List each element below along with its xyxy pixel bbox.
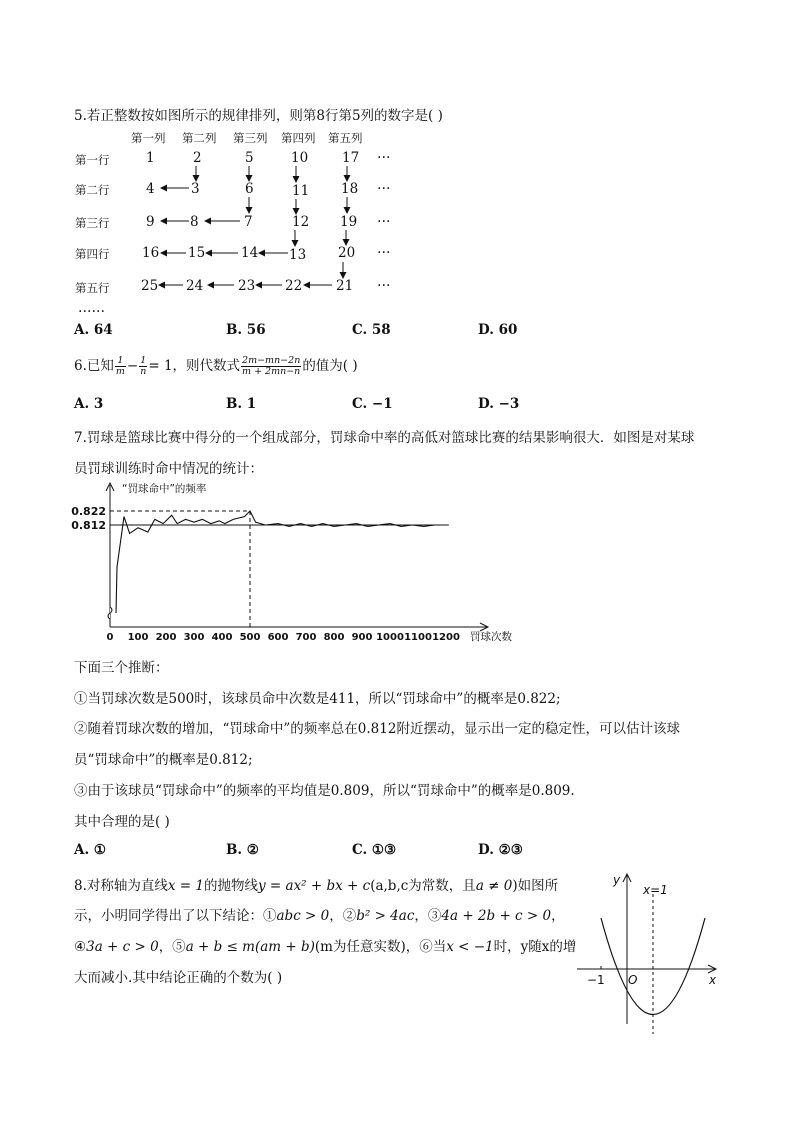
x-tick-label: 300	[183, 632, 205, 643]
x-tick-label: 1100	[404, 632, 432, 643]
grid-cell: 20	[338, 245, 356, 261]
axis-break	[108, 607, 112, 619]
x-tick-label: 600	[267, 632, 289, 643]
row-ellipsis: …	[377, 146, 391, 162]
q6-option-c[interactable]: C. −1	[352, 396, 393, 412]
x-tick-label: 700	[295, 632, 317, 643]
x-tick-label: 500	[239, 632, 261, 643]
q8-line-1: 8.对称轴为直线x = 1的抛物线y = ax² + bx + c(a,b,c为常数，且a ≠ 0)如图所	[74, 878, 559, 894]
q7-intro: 下面三个推断：	[74, 660, 169, 676]
row-header-2: 第二行	[75, 183, 110, 197]
row-header-5: 第五行	[75, 281, 110, 295]
row-ellipsis: …	[377, 274, 391, 290]
row-ellipsis: …	[377, 210, 391, 226]
grid-cell: 12	[292, 214, 310, 230]
q6-option-a[interactable]: A. 3	[74, 396, 104, 412]
grid-cell: 23	[238, 278, 256, 294]
grid-cell: 16	[142, 245, 160, 261]
q7-option-c[interactable]: C. ①③	[352, 842, 397, 858]
grid-cell: 11	[292, 183, 310, 199]
q7-option-a[interactable]: A. ①	[74, 842, 106, 858]
col-header-1: 第一列	[131, 131, 166, 145]
col-header-5: 第五列	[328, 131, 363, 145]
grid-cell: 22	[285, 278, 303, 294]
q7-stem-line-1: 7.罚球是篮球比赛中得分的一个组成部分，罚球命中率的高低对篮球比赛的结果影响很大．如图是对某球	[74, 430, 695, 446]
q8-line-4: 大而减小.其中结论正确的个数为( )	[74, 970, 283, 986]
grid-cell: 13	[289, 247, 307, 263]
grid-cell: 15	[188, 245, 206, 261]
grid-cell: 14	[241, 245, 259, 261]
grid-cell: 21	[336, 278, 354, 294]
x-axis-title: 罚球次数	[470, 631, 512, 643]
q5-stem: 5.若正整数按如图所示的规律排列，则第8行第5列的数字是( )	[74, 108, 443, 124]
graph-y-label: y	[613, 873, 621, 887]
q6-lead: 6.已知	[74, 358, 114, 374]
q6-tail: 的值为( )	[302, 358, 358, 374]
y-tick-label: 0.822	[71, 505, 106, 518]
grid-cell: 17	[342, 150, 360, 166]
row-header-4: 第四行	[75, 247, 110, 261]
q5-option-a[interactable]: A. 64	[74, 322, 113, 338]
q7-option-b[interactable]: B. ②	[226, 842, 259, 858]
x-tick-label: 1000	[376, 632, 404, 643]
q6-equals-text: = 1，则代数式	[148, 358, 241, 374]
q6-stem	[74, 354, 358, 377]
grid-cell: 24	[186, 278, 204, 294]
grid-cell: 18	[341, 181, 359, 197]
q5-option-c[interactable]: C. 58	[352, 322, 391, 338]
grid-cell: 9	[146, 214, 155, 230]
graph-neg-one-label: −1	[587, 973, 605, 987]
x-tick-label: 0	[106, 632, 114, 643]
y-tick-label: 0.812	[71, 519, 106, 532]
q7-statement-2a: ②随着罚球次数的增加，“罚球命中”的频率总在0.812附近摆动，显示出一定的稳定性，可以估计该球	[74, 721, 680, 737]
grid-cell: 1	[146, 150, 155, 166]
graph-x-label: x	[709, 973, 717, 987]
q7-statement-3: ③由于该球员“罚球命中”的频率的平均值是0.809，所以“罚球命中”的概率是0.809.	[74, 783, 575, 799]
q5-option-b[interactable]: B. 56	[226, 322, 266, 338]
grid-cell: 7	[244, 214, 253, 230]
row-ellipsis: …	[377, 177, 391, 193]
q7-frequency-chart	[70, 481, 540, 651]
frequency-series-line	[116, 511, 446, 613]
q5-option-d[interactable]: D. 60	[478, 322, 518, 338]
more-rows-ellipsis: ……	[78, 300, 105, 316]
q6-expression-fraction: $\frac{2m-mn-2n}{m + 2mn-n}$	[242, 355, 301, 377]
q6-minus: −	[126, 358, 139, 374]
col-header-3: 第三列	[233, 131, 268, 145]
grid-cell: 5	[245, 150, 254, 166]
q5-arrows	[0, 0, 794, 340]
q8-line-3: ④3a + c > 0，⑤a + b ≤ m(am + b)(m为任意实数)，⑥当x < −1时，y随x的增	[74, 939, 577, 955]
grid-cell: 8	[190, 214, 199, 230]
q8-line-2: 示，小明同学得出了以下结论：①abc > 0，②b² > 4ac，③4a + 2b + c > 0，	[74, 908, 565, 924]
q7-statement-2b: 员“罚球命中”的概率是0.812;	[74, 752, 253, 768]
col-header-2: 第二列	[182, 131, 217, 145]
grid-cell: 25	[141, 278, 159, 294]
y-axis-title: “罚球命中”的频率	[122, 483, 207, 495]
x-tick-label: 800	[323, 632, 345, 643]
row-header-1: 第一行	[75, 153, 110, 167]
grid-cell: 2	[193, 150, 202, 166]
q7-question: 其中合理的是( )	[74, 814, 170, 830]
q7-option-d[interactable]: D. ②③	[478, 842, 523, 858]
q7-statement-1: ①当罚球次数是500时，该球员命中次数是411，所以“罚球命中”的概率是0.822;	[74, 691, 561, 707]
row-header-3: 第三行	[75, 216, 110, 230]
q7-stem-line-2: 员罚球训练时命中情况的统计：	[74, 461, 263, 477]
grid-cell: 10	[291, 150, 309, 166]
grid-cell: 19	[340, 214, 358, 230]
x-tick-label: 100	[127, 632, 149, 643]
q6-fraction-1-over-m: $\frac{1}{m}$	[115, 355, 125, 377]
grid-cell: 4	[146, 181, 155, 197]
x-tick-label: 1200	[432, 632, 460, 643]
q6-option-d[interactable]: D. −3	[478, 396, 520, 412]
q6-option-b[interactable]: B. 1	[226, 396, 257, 412]
q8-parabola-graph	[575, 870, 725, 1040]
grid-cell: 6	[245, 181, 254, 197]
grid-cell: 3	[191, 181, 200, 197]
x-tick-label: 900	[351, 632, 373, 643]
x-tick-label: 400	[211, 632, 233, 643]
q6-fraction-1-over-n: $\frac{1}{n}$	[140, 355, 147, 377]
col-header-4: 第四列	[281, 131, 316, 145]
graph-symmetry-label: x=1	[643, 883, 668, 897]
graph-origin-label: O	[628, 973, 638, 987]
x-tick-label: 200	[155, 632, 177, 643]
row-ellipsis: …	[377, 241, 391, 257]
